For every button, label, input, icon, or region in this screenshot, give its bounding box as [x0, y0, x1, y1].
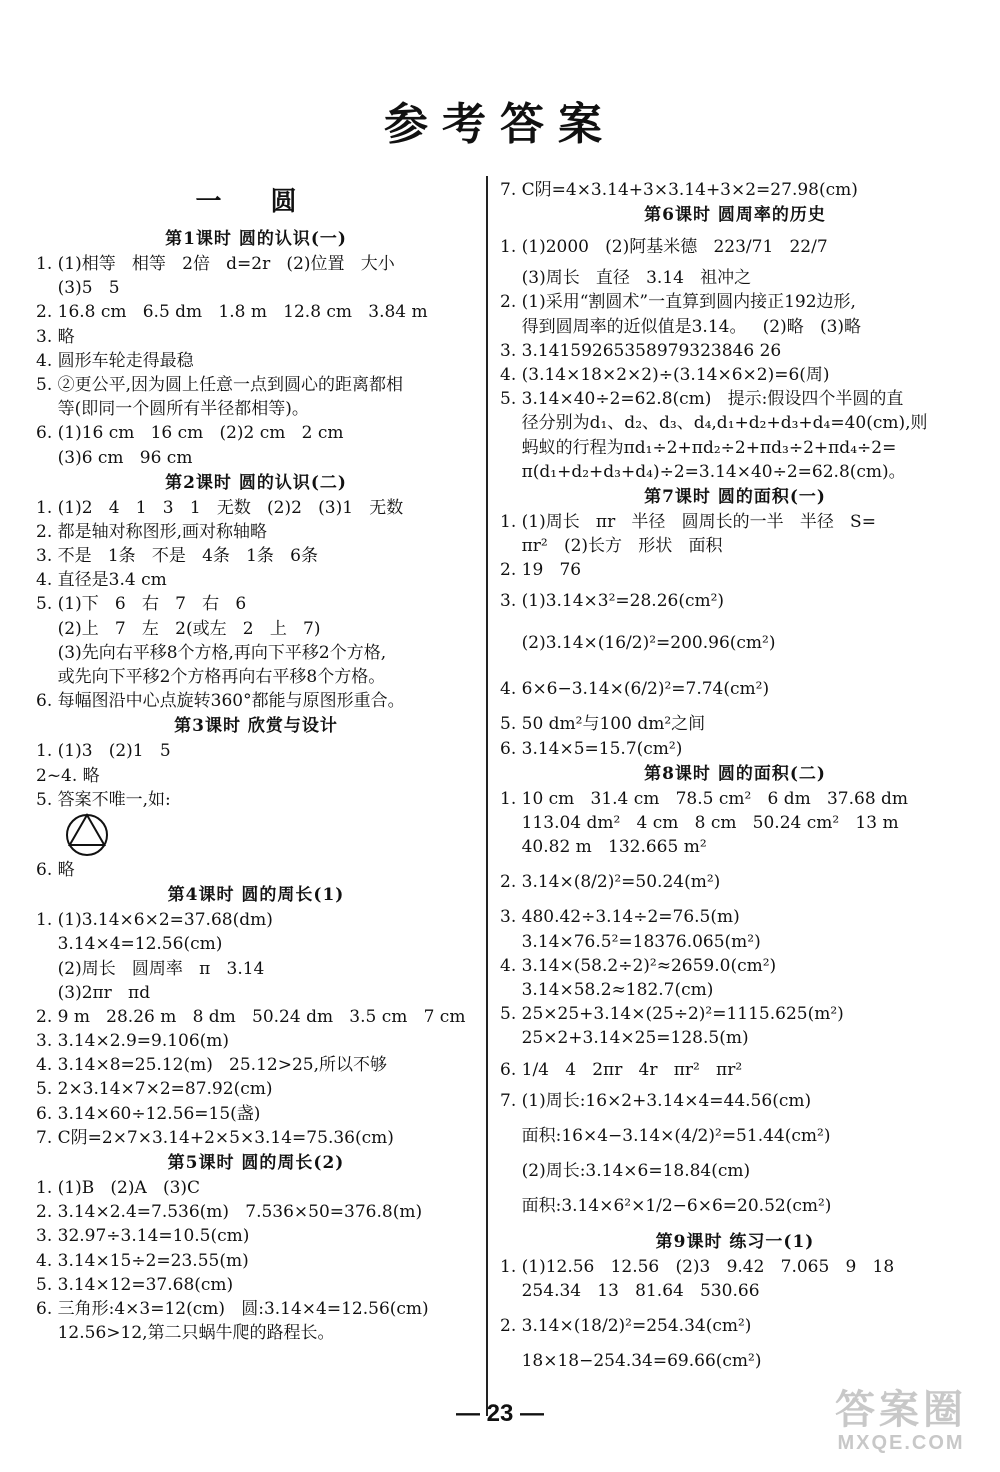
answer-line: 3. 不是 1条 不是 4条 1条 6条 — [36, 546, 318, 567]
answer-line: 2~4. 略 — [36, 765, 100, 786]
circle-triangle-icon — [64, 812, 110, 858]
answer-line: 113.04 dm² 4 cm 8 cm 50.24 cm² 13 m — [500, 813, 899, 833]
answer-line: 2. 3.14×2.4=7.536(m) 7.536×50=376.8(m) — [36, 1202, 423, 1223]
answer-line: 6. 三角形:4×3=12(cm) 圆:3.14×4=12.56(cm) — [36, 1298, 429, 1319]
answer-line: 6. 每幅图沿中心点旋转360°都能与原图形重合。 — [36, 691, 405, 712]
answer-line: 18×18−254.34=69.66(cm²) — [500, 1351, 762, 1372]
answer-line: 2. 16.8 cm 6.5 dm 1.8 m 12.8 cm 3.84 m — [36, 302, 428, 323]
lesson-heading: 第2课时 圆的认识(二) — [165, 472, 347, 493]
lesson-heading: 第7课时 圆的面积(一) — [644, 486, 826, 507]
answer-line: 7. (1)周长:16×2+3.14×4=44.56(cm) — [500, 1090, 812, 1111]
lesson-heading: 第9课时 练习一(1) — [655, 1231, 815, 1252]
answer-line: 1. (1)12.56 12.56 (2)3 9.42 7.065 9 18 — [500, 1256, 895, 1277]
answer-line: 5. 答案不唯一,如: — [36, 789, 171, 810]
answer-figure — [36, 812, 476, 858]
answer-line: 2. 9 m 28.26 m 8 dm 50.24 dm 3.5 cm 7 cm — [36, 1006, 466, 1027]
answer-line: (3)先向右平移8个方格,再向下平移2个方格, — [36, 642, 387, 663]
answer-line: 7. C阴=4×3.14+3×3.14+3×2=27.98(cm) — [500, 180, 858, 200]
answer-line: 6. 1/4 4 2πr 4r πr² πr² — [500, 1059, 743, 1080]
answer-line: 4. 圆形车轮走得最稳 — [36, 350, 194, 371]
answer-line: 2. 3.14×(8/2)²=50.24(m²) — [500, 872, 721, 893]
answer-line: 5. 2×3.14×7×2=87.92(cm) — [36, 1079, 273, 1100]
answer-line: 6. 3.14×5=15.7(cm²) — [500, 738, 683, 759]
answer-line: (3)6 cm 96 cm — [36, 447, 193, 468]
answer-line: 得到圆周率的近似值是3.14。 (2)略 (3)略 — [500, 316, 862, 337]
answer-line: (3)5 5 — [36, 278, 120, 299]
watermark-logo — [816, 1388, 986, 1458]
answer-line: (2)周长 圆周率 π 3.14 — [36, 958, 265, 979]
answer-line: 4. 6×6−3.14×(6/2)²=7.74(cm²) — [500, 679, 770, 700]
answer-line: 3. 略 — [36, 326, 75, 347]
section-title: 一 圆 — [195, 187, 317, 217]
answer-line: 1. (1)周长 πr 半径 圆周长的一半 半径 S= — [500, 511, 876, 532]
column-divider — [486, 176, 488, 1416]
answer-line: 1. 10 cm 31.4 cm 78.5 cm² 6 dm 37.68 dm — [500, 788, 909, 809]
answer-line: 或先向下平移2个方格再向右平移8个方格。 — [36, 667, 386, 687]
answer-line: 2. 3.14×(18/2)²=254.34(cm²) — [500, 1316, 752, 1337]
page-number: — 23 — — [455, 1400, 545, 1427]
lesson-heading: 第4课时 圆的周长(1) — [167, 885, 345, 906]
answer-line: 蚂蚁的行程为πd₁÷2+πd₂÷2+πd₃÷2+πd₄÷2= — [500, 437, 897, 458]
answer-line: 5. 3.14×40÷2=62.8(cm) 提示:假设四个半圆的直 — [500, 389, 904, 410]
answer-line: (2)3.14×(16/2)²=200.96(cm²) — [500, 633, 776, 654]
answer-line: 3. 480.42÷3.14÷2=76.5(m) — [500, 907, 740, 928]
answer-line: 2. 19 76 — [500, 560, 582, 581]
answer-line: 面积:16×4−3.14×(4/2)²=51.44(cm²) — [500, 1125, 831, 1146]
answer-line: 1. (1)B (2)A (3)C — [36, 1178, 201, 1198]
answer-line: (2)上 7 左 2(或左 2 上 7) — [36, 618, 321, 639]
answer-line: 3.14×58.2≈182.7(cm) — [500, 979, 714, 1000]
answer-line: (3)周长 直径 3.14 祖冲之 — [500, 268, 752, 289]
watermark-main: 答案圈 — [835, 1388, 967, 1432]
answer-line: 3.14×4=12.56(cm) — [36, 934, 223, 955]
answer-line: 1. (1)2000 (2)阿基米德 223/71 22/7 — [500, 237, 828, 258]
lesson-heading: 第1课时 圆的认识(一) — [165, 229, 347, 249]
answer-line: 254.34 13 81.64 530.66 — [500, 1281, 760, 1302]
answer-line: 5. ②更公平,因为圆上任意一点到圆心的距离都相 — [36, 374, 404, 395]
answer-line: 4. 3.14×15÷2=23.55(m) — [36, 1250, 249, 1271]
answer-line: 1. (1)2 4 1 3 1 无数 (2)2 (3)1 无数 — [36, 497, 404, 518]
answer-line: 等(即同一个圆所有半径都相等)。 — [36, 399, 309, 420]
answer-line: 25×2+3.14×25=128.5(m) — [500, 1028, 749, 1049]
answer-line: 3.14×76.5²=18376.065(m²) — [500, 931, 761, 952]
answer-line: 3. 32.97÷3.14=10.5(cm) — [36, 1226, 250, 1247]
left-column — [36, 178, 476, 1345]
answer-line: 径分别为d₁、d₂、d₃、d₄,d₁+d₂+d₃+d₄=40(cm),则 — [500, 413, 928, 434]
lesson-heading: 第5课时 圆的周长(2) — [167, 1153, 345, 1173]
answer-line: 4. 3.14×8=25.12(m) 25.12>25,所以不够 — [36, 1055, 387, 1076]
answer-line: 5. (1)下 6 右 7 右 6 — [36, 594, 247, 615]
answer-line: 3. 3.14×2.9=9.106(m) — [36, 1031, 230, 1052]
answer-line: (2)周长:3.14×6=18.84(cm) — [500, 1160, 751, 1181]
lesson-heading: 第6课时 圆周率的历史 — [644, 205, 826, 226]
answer-line: 2. 都是轴对称图形,画对称轴略 — [36, 521, 268, 542]
answer-line: 4. 3.14×(58.2÷2)²≈2659.0(cm²) — [500, 955, 777, 976]
answer-line: 5. 25×25+3.14×(25÷2)²=1115.625(m²) — [500, 1004, 844, 1025]
answer-line: 5. 3.14×12=37.68(cm) — [36, 1274, 234, 1295]
answer-line: 3. 3.14159265358979323846 26 — [500, 340, 782, 361]
answer-line: 1. (1)3 (2)1 5 — [36, 741, 171, 762]
answer-line: 6. 3.14×60÷12.56=15(盏) — [36, 1103, 261, 1124]
answer-line: 5. 50 dm²与100 dm²之间 — [500, 714, 706, 735]
page-title: 参考答案 — [384, 99, 616, 150]
answer-line: 4. 直径是3.4 cm — [36, 570, 167, 591]
right-column — [500, 178, 970, 1373]
answer-line: 1. (1)3.14×6×2=37.68(dm) — [36, 910, 273, 931]
answer-line: (3)2πr πd — [36, 982, 151, 1003]
lesson-heading: 第3课时 欣赏与设计 — [174, 716, 338, 737]
answer-line: 7. C阴=2×7×3.14+2×5×3.14=75.36(cm) — [36, 1127, 394, 1148]
lesson-heading: 第8课时 圆的面积(二) — [644, 763, 826, 784]
answer-line: 2. (1)采用“割圆术”一直算到圆内接正192边形, — [500, 292, 856, 313]
answer-line: π(d₁+d₂+d₃+d₄)÷2=3.14×40÷2=62.8(cm)。 — [500, 461, 906, 482]
answer-line: 4. (3.14×18×2×2)÷(3.14×6×2)=6(周) — [500, 364, 830, 385]
answer-line: πr² (2)长方 形状 面积 — [500, 536, 723, 557]
answer-line: 6. 略 — [36, 859, 75, 880]
answer-line: 3. (1)3.14×3²=28.26(cm²) — [500, 591, 725, 612]
answer-line: 40.82 m 132.665 m² — [500, 837, 707, 858]
answer-line: 面积:3.14×6²×1/2−6×6=20.52(cm²) — [500, 1195, 832, 1216]
answer-line: 1. (1)相等 相等 2倍 d=2r (2)位置 大小 — [36, 254, 395, 274]
watermark-sub: MXQE.COM — [837, 1432, 965, 1454]
answer-line: 12.56>12,第二只蜗牛爬的路程长。 — [36, 1323, 335, 1344]
answer-line: 6. (1)16 cm 16 cm (2)2 cm 2 cm — [36, 423, 344, 444]
